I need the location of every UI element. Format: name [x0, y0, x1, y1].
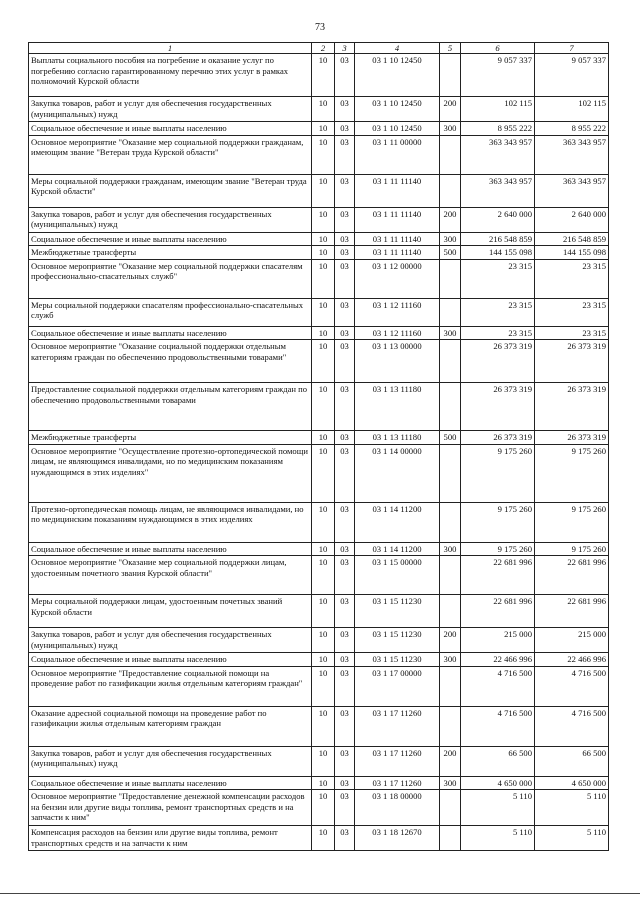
header-col-6: 6 — [461, 43, 535, 54]
row-amount-2: 4 716 500 — [535, 666, 609, 706]
row-subsection: 03 — [335, 326, 355, 339]
row-amount-1: 26 373 319 — [461, 383, 535, 431]
table-row — [29, 431, 609, 444]
row-amount-1: 9 175 260 — [461, 444, 535, 502]
row-subsection: 03 — [335, 97, 355, 122]
row-subsection: 03 — [335, 746, 355, 776]
row-name: Закупка товаров, работ и услуг для обеспечения государственных (муниципальных) нужд — [29, 207, 312, 232]
bottom-rule — [0, 893, 640, 894]
row-amount-2: 22 466 996 — [535, 653, 609, 666]
row-section: 10 — [312, 444, 335, 502]
row-expense-type — [440, 259, 461, 298]
row-section: 10 — [312, 431, 335, 444]
row-amount-2: 23 315 — [535, 326, 609, 339]
header-col-1: 1 — [29, 43, 312, 54]
row-amount-1: 22 681 996 — [461, 595, 535, 628]
row-name: Межбюджетные трансферты — [29, 431, 312, 444]
row-expense-type — [440, 556, 461, 595]
row-target-code: 03 1 10 12450 — [355, 122, 440, 135]
header-col-3: 3 — [335, 43, 355, 54]
row-amount-1: 216 548 859 — [461, 232, 535, 245]
row-amount-1: 4 650 000 — [461, 776, 535, 789]
row-expense-type: 200 — [440, 628, 461, 653]
row-expense-type: 300 — [440, 542, 461, 555]
row-target-code: 03 1 17 11260 — [355, 706, 440, 746]
table-row — [29, 54, 609, 97]
row-subsection: 03 — [335, 542, 355, 555]
row-name: Социальное обеспечение и иные выплаты населению — [29, 122, 312, 135]
row-expense-type — [440, 826, 461, 851]
table-header — [29, 43, 609, 54]
row-amount-2: 26 373 319 — [535, 340, 609, 383]
row-section: 10 — [312, 666, 335, 706]
row-amount-1: 215 000 — [461, 628, 535, 653]
row-section: 10 — [312, 122, 335, 135]
row-name: Основное мероприятие "Оказание мер социальной поддержки гражданам, имеющим звание "Ветеран труда Курской области" — [29, 135, 312, 174]
row-subsection: 03 — [335, 444, 355, 502]
row-amount-1: 5 110 — [461, 790, 535, 826]
row-subsection: 03 — [335, 135, 355, 174]
row-target-code: 03 1 17 11260 — [355, 746, 440, 776]
row-target-code: 03 1 11 11140 — [355, 246, 440, 259]
row-amount-1: 4 716 500 — [461, 666, 535, 706]
row-amount-1: 22 681 996 — [461, 556, 535, 595]
row-target-code: 03 1 14 00000 — [355, 444, 440, 502]
row-section: 10 — [312, 298, 335, 326]
row-section: 10 — [312, 628, 335, 653]
row-expense-type: 300 — [440, 122, 461, 135]
row-section: 10 — [312, 653, 335, 666]
table-row — [29, 174, 609, 207]
row-name: Оказание адресной социальной помощи на проведение работ по газификации жилья отдельным категориям граждан — [29, 706, 312, 746]
row-expense-type — [440, 340, 461, 383]
row-amount-2: 9 175 260 — [535, 502, 609, 542]
row-expense-type — [440, 666, 461, 706]
row-section: 10 — [312, 246, 335, 259]
row-target-code: 03 1 12 00000 — [355, 259, 440, 298]
row-section: 10 — [312, 826, 335, 851]
row-amount-1: 23 315 — [461, 326, 535, 339]
row-name: Основное мероприятие "Оказание социальной поддержки отдельным категориям граждан по обеспечению продовольственными товарами" — [29, 340, 312, 383]
row-name: Межбюджетные трансферты — [29, 246, 312, 259]
row-amount-2: 215 000 — [535, 628, 609, 653]
row-amount-2: 66 500 — [535, 746, 609, 776]
row-name: Основное мероприятие "Осуществление протезно-ортопедической помощи лицам, не являющимся инвалидами, но по медицинским показаниям нуждающимся в этих изделиях" — [29, 444, 312, 502]
table-row — [29, 502, 609, 542]
row-expense-type — [440, 298, 461, 326]
table-row — [29, 122, 609, 135]
table-row — [29, 383, 609, 431]
row-subsection: 03 — [335, 246, 355, 259]
row-section: 10 — [312, 595, 335, 628]
row-amount-1: 8 955 222 — [461, 122, 535, 135]
row-expense-type: 200 — [440, 97, 461, 122]
table-row — [29, 595, 609, 628]
row-name: Основное мероприятие "Оказание мер социальной поддержки спасателям профессионально-спасательных служб" — [29, 259, 312, 298]
row-name: Социальное обеспечение и иные выплаты населению — [29, 776, 312, 789]
row-amount-1: 102 115 — [461, 97, 535, 122]
row-section: 10 — [312, 207, 335, 232]
row-amount-1: 9 175 260 — [461, 542, 535, 555]
table-row — [29, 542, 609, 555]
row-subsection: 03 — [335, 628, 355, 653]
row-amount-2: 26 373 319 — [535, 383, 609, 431]
row-expense-type: 500 — [440, 431, 461, 444]
row-target-code: 03 1 17 11260 — [355, 776, 440, 789]
header-col-5: 5 — [440, 43, 461, 54]
row-name: Социальное обеспечение и иные выплаты населению — [29, 542, 312, 555]
row-expense-type: 300 — [440, 326, 461, 339]
table-row — [29, 232, 609, 245]
row-section: 10 — [312, 542, 335, 555]
row-amount-2: 22 681 996 — [535, 556, 609, 595]
row-name: Основное мероприятие "Предоставление денежной компенсации расходов на бензин или другие виды топлива, ремонт транспортных средств и на запчасти к ним" — [29, 790, 312, 826]
row-amount-2: 23 315 — [535, 259, 609, 298]
row-name: Меры социальной поддержки лицам, удостоенным почетных званий Курской области — [29, 595, 312, 628]
row-expense-type — [440, 444, 461, 502]
row-expense-type: 200 — [440, 746, 461, 776]
table-row — [29, 326, 609, 339]
row-section: 10 — [312, 340, 335, 383]
table-row — [29, 666, 609, 706]
row-amount-2: 363 343 957 — [535, 135, 609, 174]
row-subsection: 03 — [335, 706, 355, 746]
row-section: 10 — [312, 502, 335, 542]
row-subsection: 03 — [335, 122, 355, 135]
row-expense-type — [440, 54, 461, 97]
row-amount-1: 144 155 098 — [461, 246, 535, 259]
table-row — [29, 746, 609, 776]
row-subsection: 03 — [335, 298, 355, 326]
table-row — [29, 298, 609, 326]
row-section: 10 — [312, 790, 335, 826]
row-section: 10 — [312, 383, 335, 431]
row-amount-1: 26 373 319 — [461, 431, 535, 444]
row-subsection: 03 — [335, 383, 355, 431]
row-amount-1: 23 315 — [461, 259, 535, 298]
row-amount-2: 26 373 319 — [535, 431, 609, 444]
row-target-code: 03 1 11 00000 — [355, 135, 440, 174]
row-expense-type: 300 — [440, 776, 461, 789]
table-row — [29, 444, 609, 502]
row-expense-type — [440, 502, 461, 542]
page-number: 73 — [315, 22, 325, 33]
row-target-code: 03 1 10 12450 — [355, 97, 440, 122]
row-expense-type: 300 — [440, 653, 461, 666]
row-target-code: 03 1 18 12670 — [355, 826, 440, 851]
row-target-code: 03 1 15 11230 — [355, 595, 440, 628]
row-amount-1: 2 640 000 — [461, 207, 535, 232]
row-target-code: 03 1 18 00000 — [355, 790, 440, 826]
table-row — [29, 826, 609, 851]
row-amount-2: 8 955 222 — [535, 122, 609, 135]
row-amount-2: 144 155 098 — [535, 246, 609, 259]
row-target-code: 03 1 14 11200 — [355, 542, 440, 555]
row-name: Социальное обеспечение и иные выплаты населению — [29, 232, 312, 245]
row-amount-2: 5 110 — [535, 826, 609, 851]
row-amount-2: 4 716 500 — [535, 706, 609, 746]
table-row — [29, 97, 609, 122]
row-amount-1: 9 057 337 — [461, 54, 535, 97]
row-section: 10 — [312, 259, 335, 298]
row-amount-2: 216 548 859 — [535, 232, 609, 245]
row-subsection: 03 — [335, 556, 355, 595]
row-section: 10 — [312, 174, 335, 207]
row-amount-2: 9 175 260 — [535, 444, 609, 502]
row-expense-type: 200 — [440, 207, 461, 232]
row-subsection: 03 — [335, 790, 355, 826]
row-target-code: 03 1 15 00000 — [355, 556, 440, 595]
row-target-code: 03 1 13 00000 — [355, 340, 440, 383]
row-target-code: 03 1 17 00000 — [355, 666, 440, 706]
row-name: Компенсация расходов на бензин или другие виды топлива, ремонт транспортных средств и на запчасти к ним — [29, 826, 312, 851]
table-body — [29, 54, 609, 851]
row-amount-2: 102 115 — [535, 97, 609, 122]
row-expense-type — [440, 383, 461, 431]
row-section: 10 — [312, 326, 335, 339]
row-name: Основное мероприятие "Оказание мер социальной поддержки лицам, удостоенным почетного звания Курской области" — [29, 556, 312, 595]
table-row — [29, 556, 609, 595]
row-name: Закупка товаров, работ и услуг для обеспечения государственных (муниципальных) нужд — [29, 746, 312, 776]
row-amount-1: 363 343 957 — [461, 135, 535, 174]
row-subsection: 03 — [335, 207, 355, 232]
row-amount-2: 23 315 — [535, 298, 609, 326]
row-expense-type: 300 — [440, 232, 461, 245]
row-target-code: 03 1 15 11230 — [355, 628, 440, 653]
row-name: Социальное обеспечение и иные выплаты населению — [29, 326, 312, 339]
budget-table — [28, 42, 609, 851]
row-target-code: 03 1 12 11160 — [355, 298, 440, 326]
header-row — [29, 43, 609, 54]
row-section: 10 — [312, 776, 335, 789]
row-subsection: 03 — [335, 666, 355, 706]
row-name: Меры социальной поддержки гражданам, имеющим звание "Ветеран труда Курской области" — [29, 174, 312, 207]
row-subsection: 03 — [335, 826, 355, 851]
row-amount-2: 9 057 337 — [535, 54, 609, 97]
row-subsection: 03 — [335, 340, 355, 383]
table-row — [29, 340, 609, 383]
row-amount-2: 2 640 000 — [535, 207, 609, 232]
row-section: 10 — [312, 556, 335, 595]
row-amount-1: 363 343 957 — [461, 174, 535, 207]
table-row — [29, 246, 609, 259]
row-expense-type — [440, 595, 461, 628]
row-target-code: 03 1 14 11200 — [355, 502, 440, 542]
row-amount-1: 9 175 260 — [461, 502, 535, 542]
row-expense-type: 500 — [440, 246, 461, 259]
row-section: 10 — [312, 706, 335, 746]
table-row — [29, 653, 609, 666]
row-name: Основное мероприятие "Предоставление социальной помощи на проведение работ по газификации жилья отдельным категориям граждан" — [29, 666, 312, 706]
table-row — [29, 259, 609, 298]
table-row — [29, 207, 609, 232]
row-name: Выплаты социального пособия на погребение и оказание услуг по погребению согласно гарантированному перечню этих услуг в рамках полномочий Курской области — [29, 54, 312, 97]
row-target-code: 03 1 12 11160 — [355, 326, 440, 339]
row-amount-1: 4 716 500 — [461, 706, 535, 746]
header-col-2: 2 — [312, 43, 335, 54]
row-section: 10 — [312, 746, 335, 776]
row-subsection: 03 — [335, 54, 355, 97]
row-target-code: 03 1 11 11140 — [355, 207, 440, 232]
row-subsection: 03 — [335, 232, 355, 245]
row-amount-2: 22 681 996 — [535, 595, 609, 628]
table-row — [29, 776, 609, 789]
row-amount-1: 66 500 — [461, 746, 535, 776]
row-target-code: 03 1 10 12450 — [355, 54, 440, 97]
table-row — [29, 135, 609, 174]
row-amount-1: 23 315 — [461, 298, 535, 326]
row-name: Протезно-ортопедическая помощь лицам, не являющимся инвалидами, но по медицинским показаниям нуждающимся в этих изделиях — [29, 502, 312, 542]
row-expense-type — [440, 706, 461, 746]
row-target-code: 03 1 15 11230 — [355, 653, 440, 666]
row-section: 10 — [312, 54, 335, 97]
row-subsection: 03 — [335, 595, 355, 628]
row-target-code: 03 1 13 11180 — [355, 431, 440, 444]
row-subsection: 03 — [335, 502, 355, 542]
header-col-4: 4 — [355, 43, 440, 54]
row-name: Закупка товаров, работ и услуг для обеспечения государственных (муниципальных) нужд — [29, 97, 312, 122]
table-row — [29, 706, 609, 746]
row-amount-2: 4 650 000 — [535, 776, 609, 789]
row-subsection: 03 — [335, 259, 355, 298]
row-section: 10 — [312, 97, 335, 122]
row-expense-type — [440, 790, 461, 826]
row-subsection: 03 — [335, 174, 355, 207]
row-target-code: 03 1 11 11140 — [355, 232, 440, 245]
table-row — [29, 790, 609, 826]
row-amount-1: 26 373 319 — [461, 340, 535, 383]
row-amount-2: 5 110 — [535, 790, 609, 826]
table-row — [29, 628, 609, 653]
row-expense-type — [440, 135, 461, 174]
row-amount-1: 5 110 — [461, 826, 535, 851]
row-name: Закупка товаров, работ и услуг для обеспечения государственных (муниципальных) нужд — [29, 628, 312, 653]
row-subsection: 03 — [335, 776, 355, 789]
row-section: 10 — [312, 135, 335, 174]
row-amount-1: 22 466 996 — [461, 653, 535, 666]
row-name: Социальное обеспечение и иные выплаты населению — [29, 653, 312, 666]
row-amount-2: 363 343 957 — [535, 174, 609, 207]
row-name: Предоставление социальной поддержки отдельным категориям граждан по обеспечению продовольственными товарами — [29, 383, 312, 431]
row-section: 10 — [312, 232, 335, 245]
row-expense-type — [440, 174, 461, 207]
row-target-code: 03 1 11 11140 — [355, 174, 440, 207]
row-target-code: 03 1 13 11180 — [355, 383, 440, 431]
header-col-7: 7 — [535, 43, 609, 54]
row-name: Меры социальной поддержки спасателям профессионально-спасательных служб — [29, 298, 312, 326]
row-amount-2: 9 175 260 — [535, 542, 609, 555]
row-subsection: 03 — [335, 431, 355, 444]
row-subsection: 03 — [335, 653, 355, 666]
